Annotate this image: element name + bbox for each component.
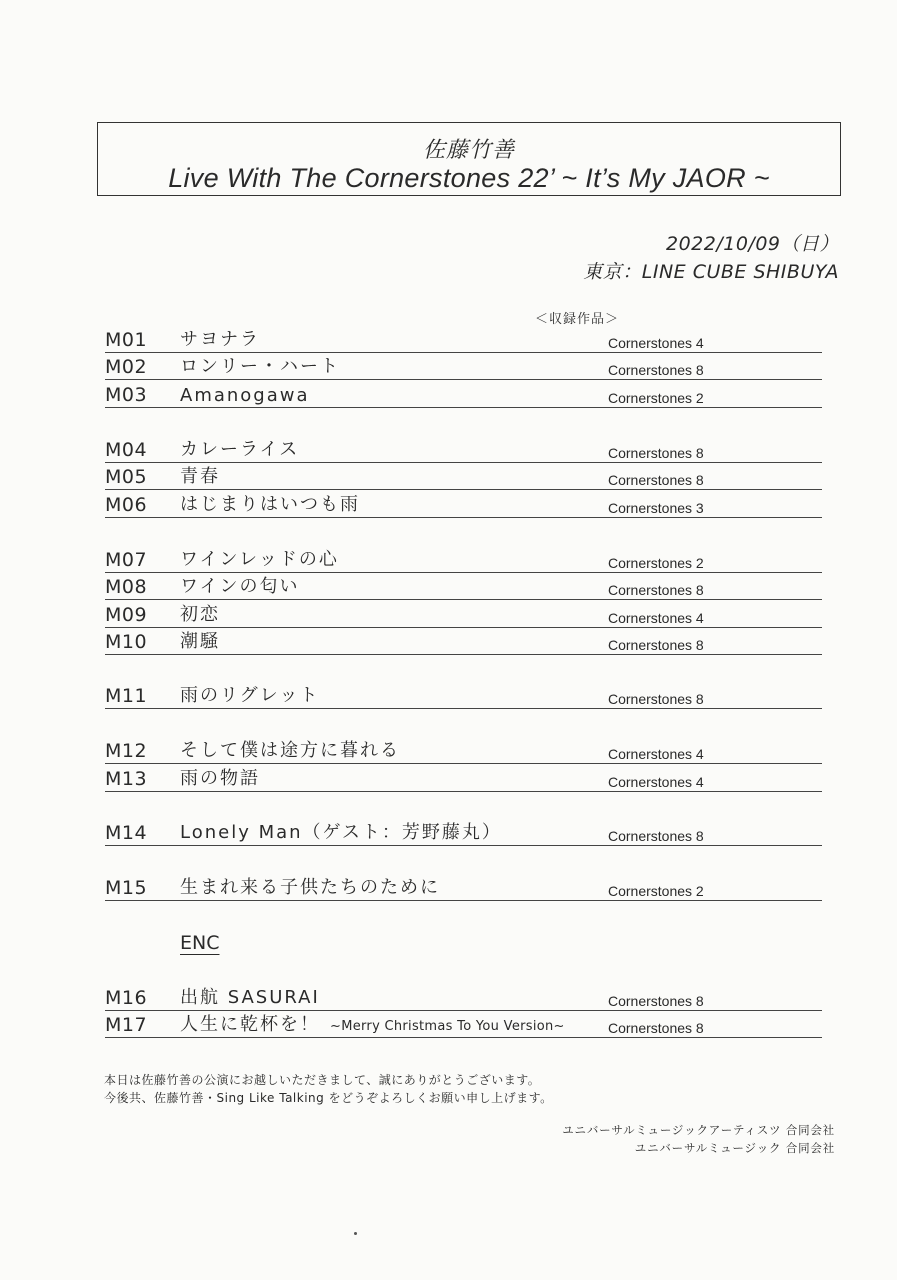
setlist-row — [105, 462, 822, 490]
album-name: Cornerstones 2 — [608, 883, 704, 899]
closing-note: 今後共、佐藤竹善・Sing Like Talking をどうぞよろしくお願い申し上げます。 — [104, 1091, 553, 1105]
concert-date: 2022/10/09（日） — [665, 233, 839, 255]
album-name: Cornerstones 8 — [608, 445, 704, 461]
track-number: M17 — [105, 1014, 148, 1036]
setlist-row — [105, 627, 822, 655]
song-title: カレーライス — [180, 439, 300, 460]
track-number: M13 — [105, 768, 148, 790]
song-title: 雨の物語 — [180, 768, 260, 789]
song-title: ワインレッドの心 — [180, 549, 339, 570]
paper-speck — [354, 1232, 357, 1235]
album-name: Cornerstones 4 — [608, 746, 704, 762]
track-number: M08 — [105, 576, 148, 598]
track-number: M04 — [105, 439, 148, 461]
track-number: M05 — [105, 466, 148, 488]
setlist-row — [105, 545, 822, 573]
setlist-row — [105, 983, 822, 1011]
song-title: はじまりはいつも雨 — [180, 494, 360, 515]
title-box — [97, 122, 841, 196]
album-name: Cornerstones 4 — [608, 774, 704, 790]
setlist-row — [105, 1010, 822, 1038]
album-name: Cornerstones 8 — [608, 691, 704, 707]
album-name: Cornerstones 8 — [608, 993, 704, 1009]
thank-you-note: 本日は佐藤竹善の公演にお越しいただきまして、誠にありがとうございます。 — [104, 1073, 541, 1087]
setlist-row — [105, 325, 822, 353]
concert-venue: 東京：LINE CUBE SHIBUYA — [583, 261, 839, 283]
track-number: M01 — [105, 329, 148, 351]
setlist-row — [105, 490, 822, 518]
setlist-row — [105, 736, 822, 764]
song-title: Lonely Man（ゲスト：芳野藤丸） — [180, 822, 502, 843]
album-name: Cornerstones 8 — [608, 637, 704, 653]
song-title: 初恋 — [180, 604, 220, 625]
setlist-row — [105, 572, 822, 600]
track-number: M11 — [105, 685, 148, 707]
track-number: M10 — [105, 631, 148, 653]
album-name: Cornerstones 8 — [608, 1020, 704, 1036]
album-name: Cornerstones 8 — [608, 472, 704, 488]
album-name: Cornerstones 4 — [608, 335, 704, 351]
song-title: ロンリー・ハート — [180, 356, 340, 377]
song-title: そして僕は途方に暮れる — [180, 740, 400, 761]
setlist-row — [105, 435, 822, 463]
song-title-subtitle: ~Merry Christmas To You Version~ — [330, 1019, 565, 1034]
encore-label: ENC — [180, 932, 220, 954]
song-title-main: 人生に乾杯を！ — [180, 1014, 320, 1035]
concert-title: Live With The Cornerstones 22’ ~ It’s My JAOR ~ — [168, 163, 770, 193]
artist-name: 佐藤竹善 — [422, 138, 515, 163]
song-title: 雨のリグレット — [180, 685, 320, 706]
setlist-row — [105, 818, 822, 846]
track-number: M07 — [105, 549, 148, 571]
album-name: Cornerstones 8 — [608, 362, 704, 378]
track-number: M03 — [105, 384, 148, 406]
song-title: 生まれ来る子供たちのために — [180, 877, 440, 898]
song-title: ワインの匂い — [180, 576, 300, 597]
album-name: Cornerstones 2 — [608, 390, 704, 406]
track-number: M02 — [105, 356, 148, 378]
track-number: M15 — [105, 877, 148, 899]
song-title: 出航 SASURAI — [180, 987, 320, 1008]
album-name: Cornerstones 3 — [608, 500, 704, 516]
setlist-row — [105, 681, 822, 709]
setlist-row — [105, 873, 822, 901]
album-name: Cornerstones 8 — [608, 828, 704, 844]
track-number: M09 — [105, 604, 148, 626]
collected-works-label: ＜収録作品＞ — [535, 312, 620, 327]
album-name: Cornerstones 8 — [608, 582, 704, 598]
company-name: ユニバーサルミュージックアーティスツ 合同会社 — [562, 1123, 835, 1137]
track-number: M14 — [105, 822, 148, 844]
song-title: 潮騒 — [180, 631, 220, 652]
album-name: Cornerstones 2 — [608, 555, 704, 571]
setlist-row — [105, 764, 822, 792]
setlist-row — [105, 600, 822, 628]
setlist-row — [105, 352, 822, 380]
track-number: M06 — [105, 494, 148, 516]
song-title: Amanogawa — [180, 385, 310, 406]
track-number: M12 — [105, 740, 148, 762]
song-title: 青春 — [180, 466, 220, 487]
song-title — [180, 1010, 565, 1036]
song-title: サヨナラ — [180, 329, 260, 350]
album-name: Cornerstones 4 — [608, 610, 704, 626]
track-number: M16 — [105, 987, 148, 1009]
company-name: ユニバーサルミュージック 合同会社 — [634, 1141, 835, 1155]
setlist-row — [105, 380, 822, 408]
